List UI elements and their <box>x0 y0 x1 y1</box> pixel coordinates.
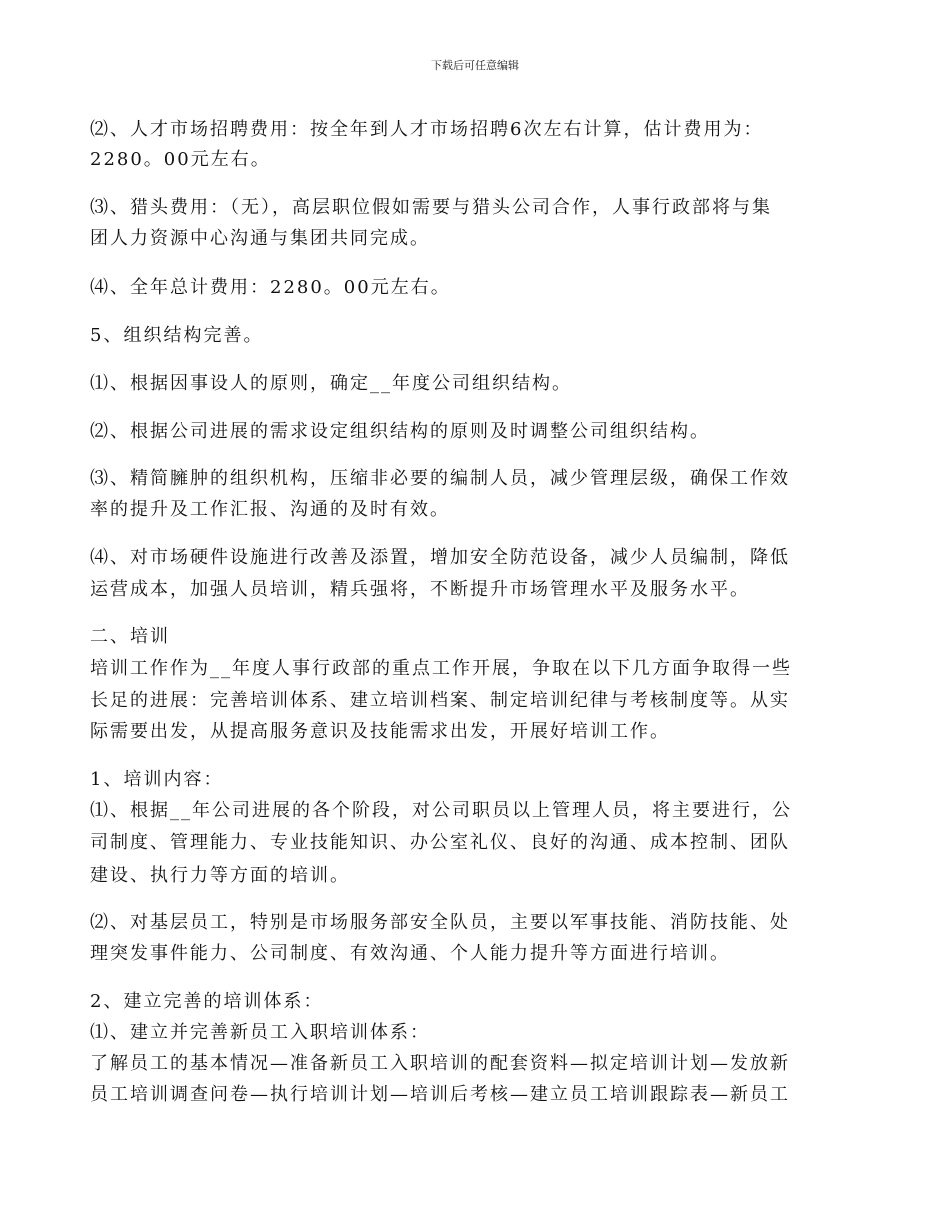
text-line: 员工培训调查问卷—执行培训计划—培训后考核—建立员工培训跟踪表—新员工 <box>90 1084 790 1105</box>
text-line: 长足的进展：完善培训体系、建立培训档案、制定培训纪律与考核制度等。从实 <box>90 690 790 711</box>
text-line: ⑵、人才市场招聘费用：按全年到人才市场招聘6次左右计算，估计费用为： <box>90 119 764 140</box>
text-line: ⑴、根据__年公司进展的各个阶段，对公司职员以上管理人员，将主要进行，公 <box>90 800 792 821</box>
text-line: ⑴、建立并完善新员工入职培训体系： <box>90 1022 430 1043</box>
text-line: 理突发事件能力、公司制度、有效沟通、个人能力提升等方面进行培训。 <box>90 943 730 964</box>
text-line: 团人力资源中心沟通与集团共同完成。 <box>90 228 430 249</box>
text-line: ⑷、对市场硬件设施进行改善及添置，增加安全防范设备，减少人员编制，降低 <box>90 547 790 568</box>
text-line: 率的提升及工作汇报、沟通的及时有效。 <box>90 499 450 520</box>
text-line: ⑴、根据因事设人的原则，确定__年度公司组织结构。 <box>90 373 572 394</box>
text-line: 运营成本，加强人员培训，精兵强将，不断提升市场管理水平及服务水平。 <box>90 579 750 600</box>
section-heading: 2、建立完善的培训体系： <box>90 991 324 1012</box>
text-line: 培训工作作为__年度人事行政部的重点工作开展，争取在以下几方面争取得一些 <box>90 658 792 679</box>
text-line: 建设、执行力等方面的培训。 <box>90 865 350 886</box>
text-line: ⑵、根据公司进展的需求设定组织结构的原则及时调整公司组织结构。 <box>90 421 710 442</box>
text-line: ⑵、对基层员工，特别是市场服务部安全队员，主要以军事技能、消防技能、处 <box>90 912 790 933</box>
page-header: 下载后可任意编辑 <box>431 59 519 72</box>
text-line: 司制度、管理能力、专业技能知识、办公室礼仪、良好的沟通、成本控制、团队 <box>90 832 790 853</box>
text-line: 了解员工的基本情况—准备新员工入职培训的配套资料—拟定培训计划—发放新 <box>90 1053 790 1074</box>
section-heading: 二、培训 <box>90 626 170 647</box>
text-line: ⑷、全年总计费用：2280。00元左右。 <box>90 277 451 298</box>
text-line: 2280。00元左右。 <box>90 149 271 170</box>
text-line: ⑶、精简臃肿的组织机构，压缩非必要的编制人员，减少管理层级，确保工作效 <box>90 468 790 489</box>
text-line: 际需要出发，从提高服务意识及技能需求出发，开展好培训工作。 <box>90 721 670 742</box>
section-heading: 1、培训内容： <box>90 769 224 790</box>
text-line: ⑶、猎头费用：（无），高层职位假如需要与猎头公司合作，人事行政部将与集 <box>90 197 772 218</box>
section-heading: 5、组织结构完善。 <box>90 325 264 346</box>
